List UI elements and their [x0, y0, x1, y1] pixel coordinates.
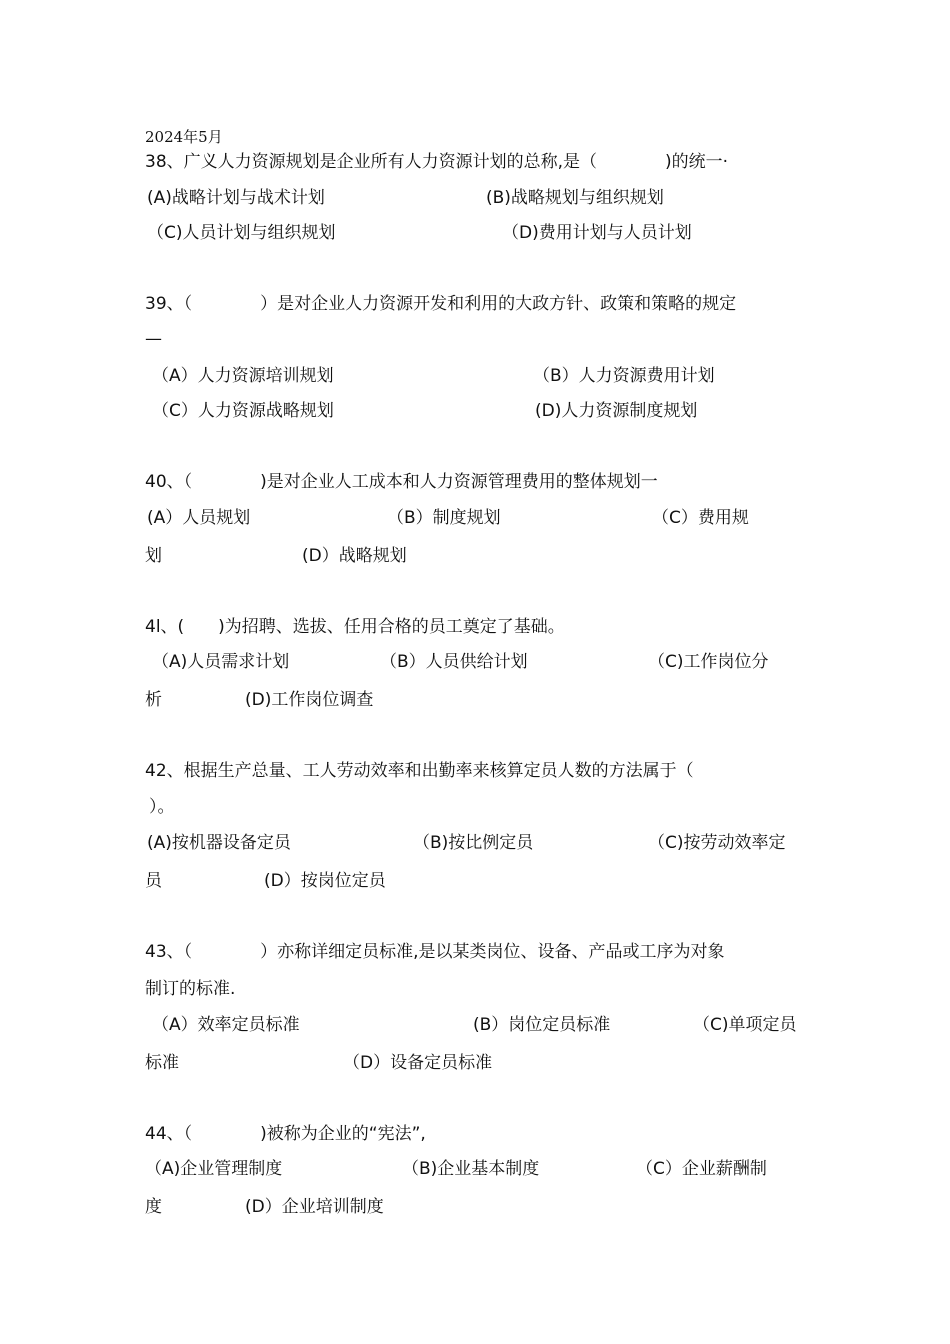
question-stem-continued: 制订的标准. — [145, 979, 236, 999]
option-a: （A)人员需求计划 — [152, 652, 290, 672]
question-stem-continued: — — [145, 329, 162, 349]
question-stem: 43、（ ）亦称详细定员标准,是以某类岗位、设备、产品或工序为对象 — [145, 942, 725, 962]
option-a: （A）效率定员标准 — [152, 1015, 300, 1035]
option-b: (B）岗位定员标准 — [473, 1015, 611, 1035]
option-b: (B)战略规划与组织规划 — [486, 188, 664, 208]
option-d: (D)人力资源制度规划 — [535, 401, 698, 421]
question-stem-continued: ）。 — [149, 797, 175, 817]
option-d: (D）战略规划 — [302, 546, 407, 566]
option-a: (A）人员规划 — [147, 508, 251, 528]
question-stem: 4l、( )为招聘、选拔、任用合格的员工奠定了基础。 — [145, 617, 565, 637]
option-b: （B)企业基本制度 — [402, 1159, 540, 1179]
option-a: (A)战略计划与战术计划 — [147, 188, 325, 208]
option-b: （B）人员供给计划 — [380, 652, 528, 672]
option-c: （C)按劳动效率定 — [648, 833, 786, 853]
option-a: （A）人力资源培训规划 — [152, 366, 334, 386]
option-d: (D）按岗位定员 — [264, 871, 386, 891]
option-c: （C)单项定员 — [693, 1015, 797, 1035]
option-c: （C）人力资源战略规划 — [152, 401, 334, 421]
option-a: （A)企业管理制度 — [145, 1159, 283, 1179]
option-c: （C）企业薪酬制 — [636, 1159, 767, 1179]
option-c: （C)人员计划与组织规划 — [147, 223, 336, 243]
option-c: （C）费用规 — [652, 508, 749, 528]
option-c-continued: 度 — [145, 1197, 162, 1217]
option-d: （D)费用计划与人员计划 — [502, 223, 692, 243]
option-c-continued: 析 — [145, 690, 162, 710]
question-stem: 39、（ ）是对企业人力资源开发和利用的大政方针、政策和策略的规定 — [145, 294, 737, 314]
option-d: （D）设备定员标准 — [343, 1053, 493, 1073]
option-b: （B）制度规划 — [387, 508, 501, 528]
option-b: （B）人力资源费用计划 — [533, 366, 715, 386]
option-c-continued: 标准 — [145, 1053, 179, 1073]
option-c-continued: 员 — [145, 871, 162, 891]
option-d: (D）企业培训制度 — [245, 1197, 384, 1217]
option-d: (D)工作岗位调查 — [245, 690, 374, 710]
option-b: （B)按比例定员 — [413, 833, 534, 853]
question-stem: 40、（ )是对企业人工成本和人力资源管理费用的整体规划一 — [145, 472, 658, 492]
question-stem: 42、根据生产总量、工人劳动效率和出勤率来核算定员人数的方法属于（ — [145, 761, 694, 781]
option-c: （C)工作岗位分 — [648, 652, 769, 672]
page-date: 2024年5月 — [145, 128, 223, 146]
option-a: (A)按机器设备定员 — [147, 833, 291, 853]
question-stem: 44、（ )被称为企业的“宪法”, — [145, 1124, 426, 1144]
question-stem: 38、广义人力资源规划是企业所有人力资源计划的总称,是（ )的统一· — [145, 152, 729, 172]
option-c-continued: 划 — [145, 546, 162, 566]
